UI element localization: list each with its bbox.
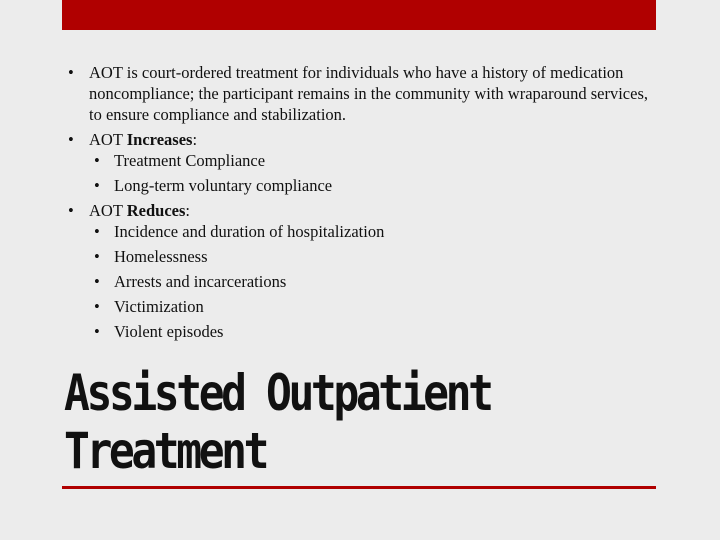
bullet-emphasis: Reduces xyxy=(126,201,186,220)
bullet-list xyxy=(62,62,656,342)
bullet-suffix: : xyxy=(185,201,191,220)
sub-bullet-text: Long-term voluntary compliance xyxy=(114,176,333,195)
top-accent-bar xyxy=(62,0,656,30)
sub-bullet-text: Arrests and incarcerations xyxy=(114,272,287,291)
slide-content xyxy=(62,62,656,346)
bullet-suffix: : xyxy=(192,130,198,149)
sub-bullet-item xyxy=(89,321,656,342)
bullet-item-definition xyxy=(62,62,656,125)
bullet-prefix: AOT xyxy=(89,201,127,220)
bullet-text: AOT is court-ordered treatment for individuals who have a history of medication noncompliance; the participant remains in the community with wraparound services, to ensure compliance and stabilization. xyxy=(89,63,649,124)
sub-bullet-item xyxy=(89,246,656,267)
slide-title-line-2: Treatment xyxy=(64,422,267,480)
title-underline-rule xyxy=(62,486,656,489)
sub-bullet-text: Victimization xyxy=(114,297,204,316)
slide-title xyxy=(64,364,491,480)
sub-bullet-item xyxy=(89,271,656,292)
sub-bullet-item xyxy=(89,296,656,317)
bullet-emphasis: Increases xyxy=(126,130,193,149)
sub-bullet-text: Homelessness xyxy=(114,247,208,266)
sub-bullet-item xyxy=(89,221,656,242)
bullet-item-increases xyxy=(62,129,656,196)
slide-title-line-1: Assisted Outpatient xyxy=(64,364,491,422)
sub-bullet-item xyxy=(89,175,656,196)
sub-list-increases xyxy=(89,150,656,196)
sub-bullet-text: Incidence and duration of hospitalization xyxy=(114,222,385,241)
sub-bullet-item xyxy=(89,150,656,171)
bullet-item-reduces xyxy=(62,200,656,342)
sub-bullet-text: Violent episodes xyxy=(114,322,224,341)
sub-list-reduces xyxy=(89,221,656,342)
bullet-prefix: AOT xyxy=(89,130,127,149)
sub-bullet-text: Treatment Compliance xyxy=(114,151,266,170)
